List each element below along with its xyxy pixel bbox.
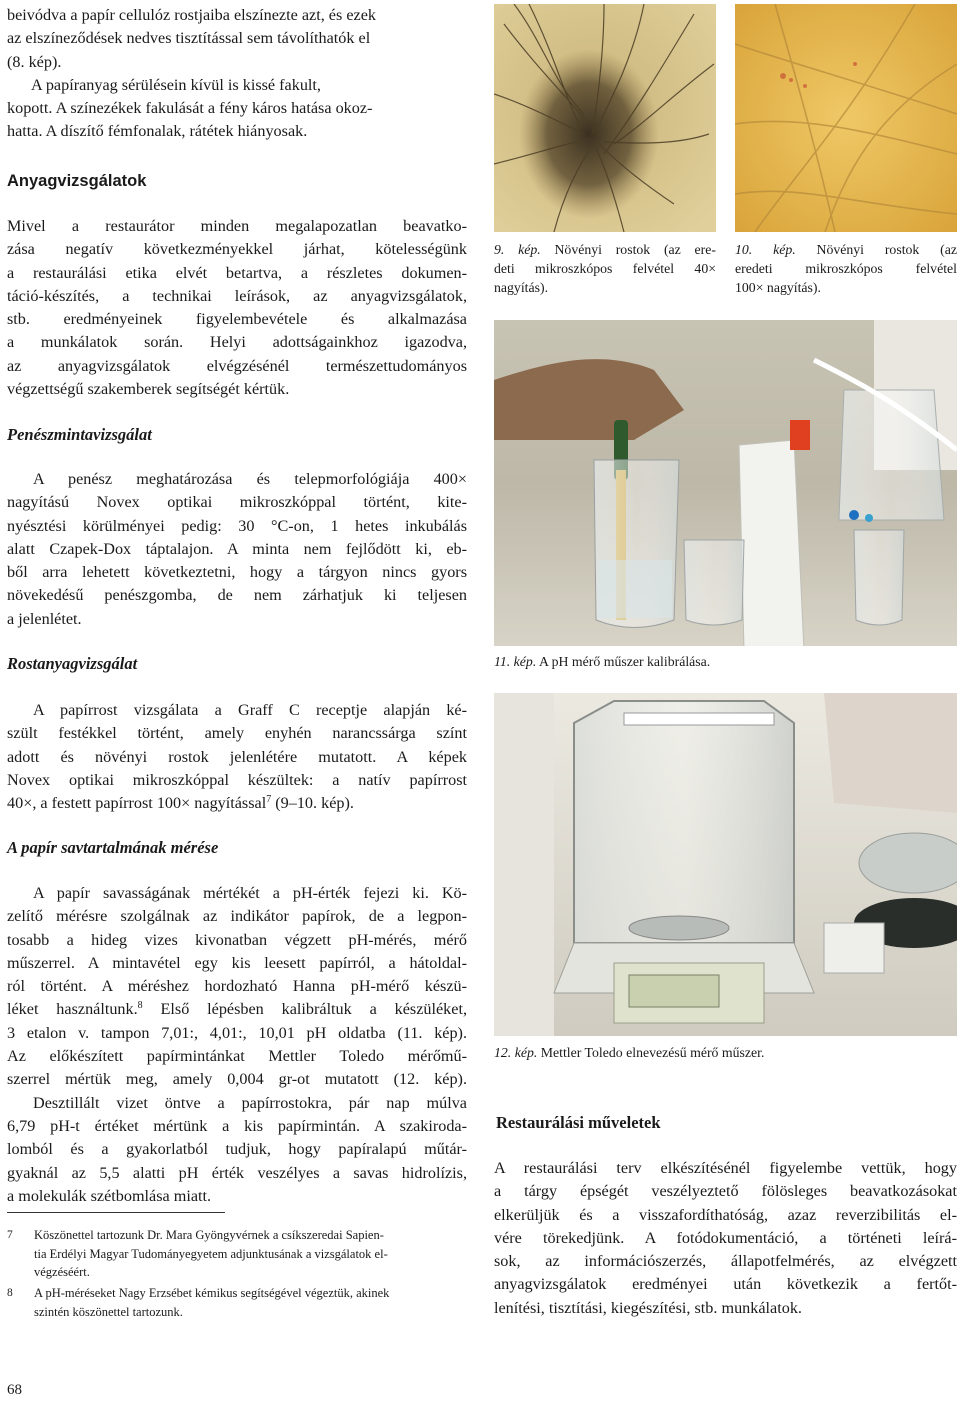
anyag-paragraph xyxy=(7,215,467,401)
text-line: A papírrost vizsgálata a Graff C receptje alapján ké- xyxy=(33,701,467,719)
caption-line: nagyítás). xyxy=(494,280,549,295)
text-line: az elszíneződések nedves tisztítással sem távolíthatók el xyxy=(7,29,371,48)
text-line: táció-készítés, a technikai leírások, az anyagvizsgálatok, xyxy=(7,286,467,305)
text-line: hatta. A díszítő fémfonalak, rátétek hiányosak. xyxy=(7,122,308,141)
text-line: Desztillált vizet öntve a papírrostokra, pár nap múlva xyxy=(33,1093,467,1112)
text-line: zása negatív következményekkel járhat, kötelességünk xyxy=(7,240,467,259)
text-line: Novex optikai mikroszkóppal készültek: a natív papírrost xyxy=(7,770,467,789)
text-line: növekedésű penészgomba, de nem zárhatjuk ki teljesen xyxy=(7,586,467,605)
text-line: a jelenlétet. xyxy=(7,609,82,628)
text-line: (8. kép). xyxy=(7,52,62,71)
footnote-line: tia Erdélyi Magyar Tudományegyetem adjunktusának a vizsgálatok el- xyxy=(34,1246,388,1261)
microscope-image-9 xyxy=(494,4,716,232)
caption-line: 100× nagyítás). xyxy=(735,280,821,295)
text-line: beivódva a papír cellulóz rostjaiba elszínezte azt, és ezek xyxy=(7,6,376,24)
text-line: zelítő mérésre szolgálnak az indikátor papírok, de a legpon- xyxy=(7,907,467,926)
text-line: műszerrel. A mintavétel egy kis leesett papírról, a hátoldal- xyxy=(7,953,467,972)
text-span: Első lépésben kalibráltuk a készüléket, xyxy=(142,1000,467,1019)
section-heading-rostanyag: Rostanyagvizsgálat xyxy=(7,654,138,673)
penesz-paragraph xyxy=(7,468,467,631)
lab-photo-balance xyxy=(494,693,957,1036)
photo-fibers-40x xyxy=(494,4,716,232)
caption-text: Növényi rostok (az xyxy=(795,242,957,257)
text-span: (9–10. kép). xyxy=(271,794,354,813)
text-line: a munkálatok során. Helyi adottságainkhoz igazodva, xyxy=(7,333,467,352)
rost-paragraph xyxy=(7,699,467,815)
caption-line: deti mikroszkópos felvétel 40× xyxy=(494,261,716,276)
footnote-number: 7 xyxy=(7,1229,13,1241)
footnote-line: A pH-méréseket Nagy Erzsébet kémikus segítségével végeztük, akinek xyxy=(34,1286,390,1300)
text-line: A papíranyag sérülésein kívül is kissé fakult, xyxy=(31,75,321,94)
photo-mettler-balance xyxy=(494,693,957,1036)
text-line: az anyagvizsgálatok elvégzésénél természettudományos xyxy=(7,356,467,375)
text-line: 3 etalon v. tampon 7,01:, 4,01:, 10,01 pH oldatba (11. kép). xyxy=(7,1023,467,1042)
text-line: gyaknál az 5,5 alatti pH érték veszélyes a savas hidrolízis, xyxy=(7,1163,467,1182)
text-line: a restaurálási etika elvét betartva, a részletes dokumen- xyxy=(7,263,467,282)
text-line xyxy=(7,792,467,815)
text-line: ből arra lehetett következtetni, hogy a tárgyon nincs gyors xyxy=(7,563,467,582)
text-span: léket használtunk. xyxy=(7,1000,138,1019)
microscope-image-10 xyxy=(735,4,957,232)
text-line: a tárgy épségét veszélyeztető fölösleges beavatkozásokat xyxy=(494,1182,957,1201)
text-line: A papír savasságának mértékét a pH-érték fejezi ki. Kö- xyxy=(33,884,467,902)
footnote-separator xyxy=(7,1212,225,1213)
text-line: 6,79 pH-t értéket mértünk a kis papírmintán. A szakiroda- xyxy=(7,1116,467,1135)
text-line: a molekulák szétbomlása miatt. xyxy=(7,1186,212,1205)
page-number: 68 xyxy=(7,1382,22,1398)
text-line: A restaurálási terv elkészítésénél figyelembe vettük, hogy xyxy=(494,1159,957,1177)
text-line: tosabb a hideg vizes kivonatban végzett pH-mérés, mérő xyxy=(7,930,467,949)
footnote-ref-8: 8 xyxy=(137,1000,143,1012)
photo-ph-calibration xyxy=(494,320,957,646)
text-span: 40×, a festett papírrost 100× nagyítással xyxy=(7,794,267,813)
caption-number: 12. kép. xyxy=(494,1045,538,1060)
caption-text: Növényi rostok (az ere- xyxy=(540,242,716,257)
caption-line: eredeti mikroszkópos felvétel xyxy=(735,261,957,276)
intro-paragraph xyxy=(7,4,467,144)
text-line: ról történt. A méréshez hordozható Hanna pH-mérő készü- xyxy=(7,977,467,996)
caption-text: Mettler Toledo elnevezésű mérő műszer. xyxy=(537,1045,765,1060)
caption-11 xyxy=(494,652,957,671)
text-line: nagyítású Novex optikai mikroszkóppal történt, kite- xyxy=(7,493,467,512)
footnote-line: Köszönettel tartozunk Dr. Mara Gyöngyvérnek a csíkszeredai Sapien- xyxy=(34,1228,384,1242)
text-line: végzettségű szakemberek segítségét kértük. xyxy=(7,380,290,399)
text-line: adott és növényi rostok jelenlétére mutatott. A képek xyxy=(7,747,467,766)
text-line: Mivel a restaurátor minden megalapozatlan beavatko- xyxy=(7,217,467,235)
caption-9 xyxy=(494,240,716,297)
footnote-7 xyxy=(7,1226,467,1282)
text-line: szült festékkel történt, amely enyhén narancssárga színt xyxy=(7,724,467,743)
caption-line xyxy=(735,240,957,259)
section-heading-savtartalom: A papír savtartalmának mérése xyxy=(7,838,219,857)
footnote-number: 8 xyxy=(7,1287,13,1299)
text-line: stb. eredményeinek figyelembevétele és alkalmazása xyxy=(7,310,467,329)
caption-number: 10. kép. xyxy=(735,242,796,257)
footnote-8 xyxy=(7,1284,467,1321)
photo-fibers-100x xyxy=(735,4,957,232)
caption-line xyxy=(494,1043,957,1062)
text-line: vére törekedjünk. A fotódokumentáció, a történeti leírá- xyxy=(494,1228,957,1247)
lab-photo-ph-meter xyxy=(494,320,957,646)
caption-number: 9. kép. xyxy=(494,242,541,257)
footnote-line: szintén köszönettel tartozunk. xyxy=(34,1304,183,1319)
text-line: sok, az információszerzés, állapotfelmérés, az elvégzett xyxy=(494,1252,957,1271)
section-heading-peneszminta: Penészmintavizsgálat xyxy=(7,425,152,444)
sav-paragraph xyxy=(7,882,467,1208)
caption-line xyxy=(494,240,716,259)
text-line: elkerüljük és a visszafordíthatóság, azaz reverzibilitás el- xyxy=(494,1205,957,1224)
footnote-line: végzéséért. xyxy=(34,1265,90,1279)
text-line xyxy=(7,998,467,1021)
text-line: lomból és a gyakorlatból tudjuk, hogy papíralapú műtár- xyxy=(7,1140,467,1159)
text-line: Az előkészített papírmintánkat Mettler Toledo mérőmű- xyxy=(7,1047,467,1066)
text-line: A penész meghatározása és telepmorfológiája 400× xyxy=(33,470,467,488)
text-line: alatt Czapek-Dox táptalajon. A minta nem fejlődött ki, eb- xyxy=(7,539,467,558)
text-line: szerrel mértük meg, amely 0,004 gr-ot mutatott (12. kép). xyxy=(7,1070,467,1089)
footnote-ref-7: 7 xyxy=(266,794,272,806)
text-line: kopott. A színezékek fakulását a fény káros hatása okoz- xyxy=(7,99,373,118)
caption-12 xyxy=(494,1043,957,1062)
caption-text: A pH mérő műszer kalibrálása. xyxy=(536,654,711,669)
caption-number: 11. kép. xyxy=(494,654,537,669)
caption-10 xyxy=(735,240,957,297)
text-line: nyésztési körülményei pedig: 30 °C-on, 1 hetes inkubálás xyxy=(7,516,467,535)
text-line: lenítési, tisztítási, kiegészítési, stb. munkálatok. xyxy=(494,1298,802,1317)
section-heading-anyagvizsgalatok: Anyagvizsgálatok xyxy=(7,172,147,190)
section-heading-restauralasi: Restaurálási műveletek xyxy=(496,1113,661,1132)
rest-paragraph xyxy=(494,1157,957,1320)
text-line: anyagvizsgálatok eredményei után következik a fertőt- xyxy=(494,1275,957,1294)
caption-line xyxy=(494,652,957,671)
